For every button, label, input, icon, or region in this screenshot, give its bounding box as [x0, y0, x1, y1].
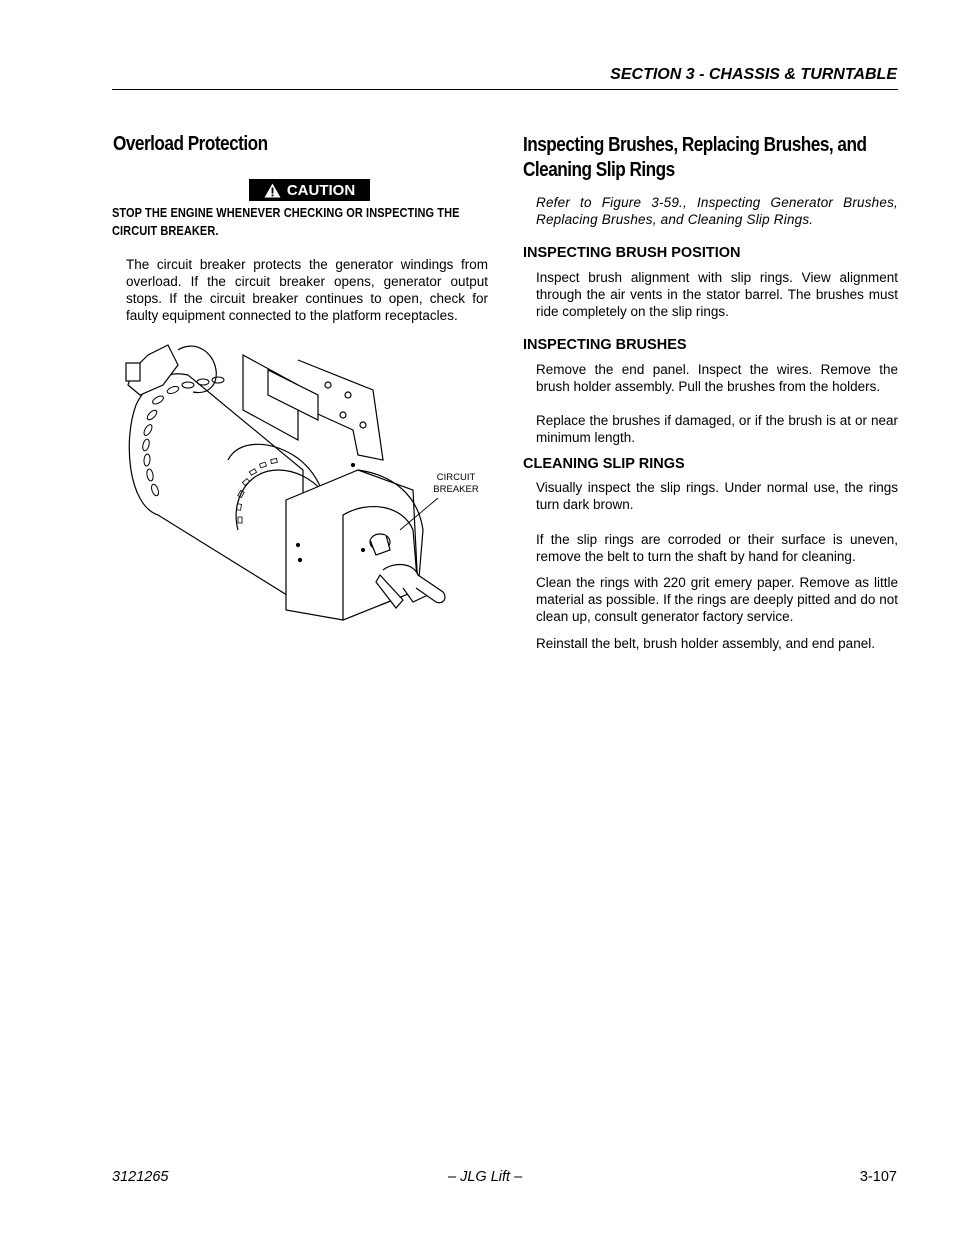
subheading-brush-position: INSPECTING BRUSH POSITION — [523, 245, 741, 261]
warning-triangle-icon — [264, 183, 281, 198]
doc-number: 3121265 — [112, 1169, 169, 1185]
header-rule — [112, 89, 898, 90]
callout-line-1: CIRCUIT — [436, 472, 476, 483]
cleaning-text-1: Visually inspect the slip rings. Under normal use, the rings turn dark brown. — [536, 480, 898, 512]
circuit-breaker-callout — [420, 472, 492, 496]
caution-warning-text: STOP THE ENGINE WHENEVER CHECKING OR INSPECTING THE CIRCUIT BREAKER. — [112, 206, 460, 238]
brushes-heading: Inspecting Brushes, Replacing Brushes, and Cleaning Slip Rings — [523, 134, 867, 181]
section-title: SECTION 3 - CHASSIS & TURNTABLE — [610, 66, 897, 83]
caution-label: CAUTION — [286, 181, 356, 199]
callout-line-2: BREAKER — [433, 484, 479, 495]
inspecting-brushes-text-1: Remove the end panel. Inspect the wires. Remove the brush holder assembly. Pull the brushes from the holders. — [536, 362, 898, 394]
subheading-cleaning-slip-rings: CLEANING SLIP RINGS — [523, 456, 685, 472]
inspecting-brushes-text-2: Replace the brushes if damaged, or if the brush is at or near minimum length. — [536, 413, 898, 445]
cleaning-text-3: Clean the rings with 220 grit emery paper. Remove as little material as possible. If the rings are deeply pitted and do not clean up, consult generator factory service. — [536, 575, 898, 624]
brush-position-text: Inspect brush alignment with slip rings. View alignment through the air vents in the stator barrel. The brushes must ride completely on the slip rings. — [536, 270, 898, 319]
cleaning-text-2: If the slip rings are corroded or their surface is uneven, remove the belt to turn the shaft by hand for cleaning. — [536, 532, 898, 564]
overload-paragraph: The circuit breaker protects the generator windings from overload. If the circuit breaker opens, generator output stops. If the circuit breaker continues to open, check for faulty equipment connected to the platform receptacles. — [126, 257, 488, 323]
caution-banner — [249, 179, 370, 201]
cleaning-text-4: Reinstall the belt, brush holder assembly, and end panel. — [536, 636, 875, 651]
overload-protection-heading: Overload Protection — [113, 133, 268, 155]
footer-center: – JLG Lift – — [448, 1169, 523, 1185]
page-number: 3-107 — [859, 1169, 897, 1185]
figure-reference: Refer to Figure 3-59., Inspecting Generator Brushes, Replacing Brushes, and Cleaning Slip Rings. — [536, 195, 898, 227]
subheading-inspecting-brushes: INSPECTING BRUSHES — [523, 337, 687, 353]
